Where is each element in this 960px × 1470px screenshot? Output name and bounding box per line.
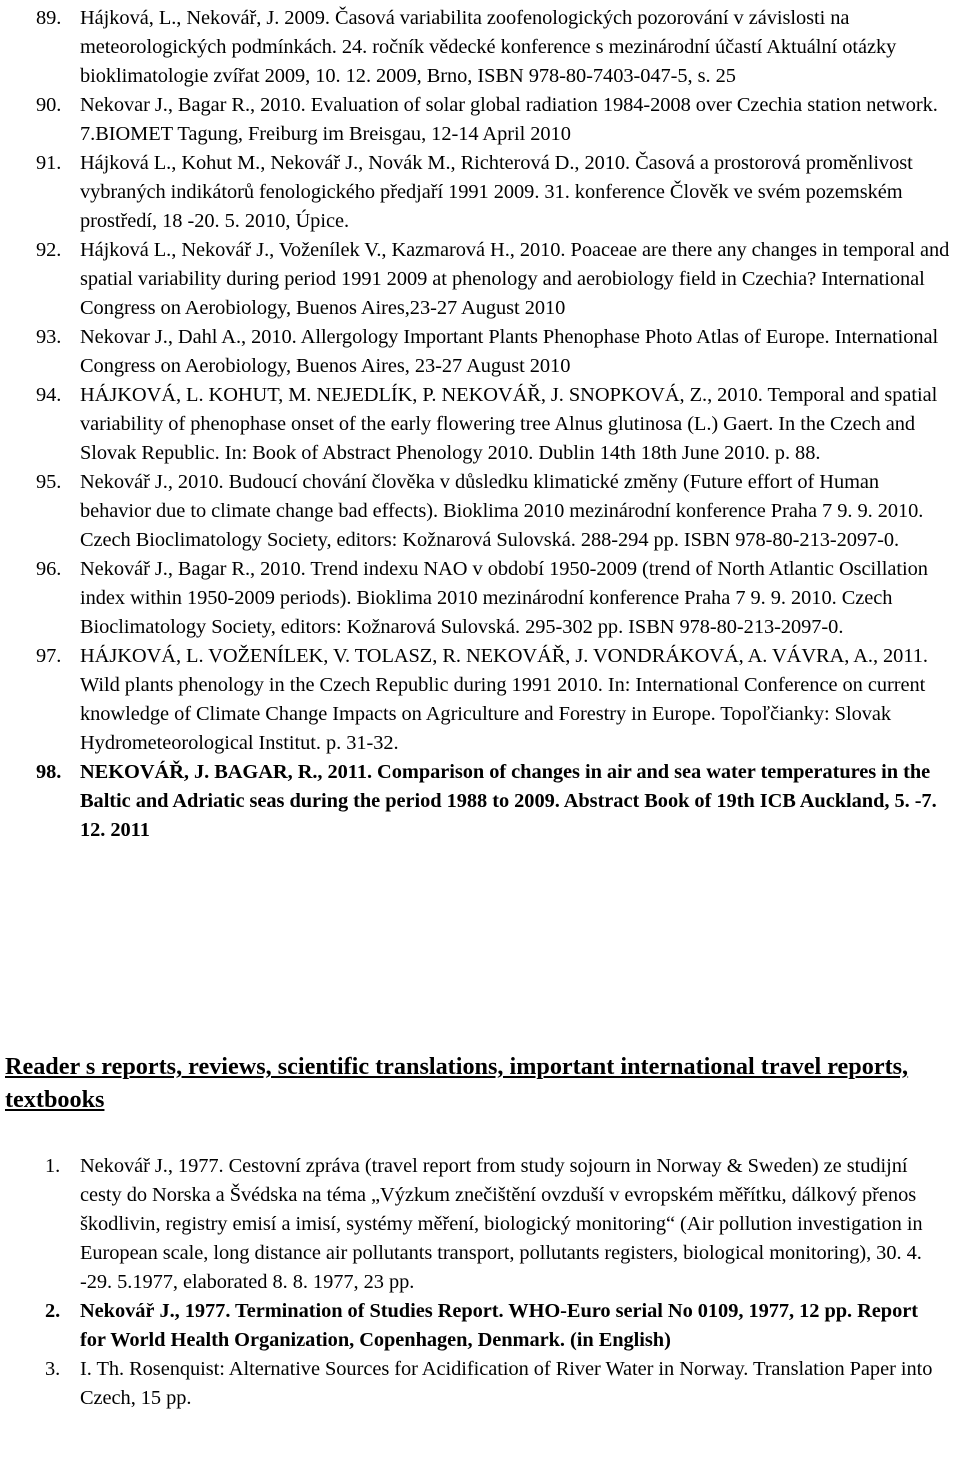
reference-number: 98. [36,761,62,783]
reference-item-95 [36,468,951,555]
report-number: 1. [45,1155,61,1177]
reference-item-92 [36,236,951,323]
reference-number: 95. [36,471,62,493]
reference-text: NEKOVÁŘ, J. BAGAR, R., 2011. Comparison of changes in air and sea water temperatures in the Baltic and Adriatic seas during the period 1988 to 2009. Abstract Book of 19th ICB Auckland, 5. -7. 12. 2011 [80,761,937,841]
section-heading: Reader s reports, reviews, scientific translations, important international travel reports, textbooks [5,1053,909,1113]
reference-text: Nekovar J., Dahl A., 2010. Allergology Important Plants Phenophase Photo Atlas of Europe. International Congress on Aerobiology, Buenos Aires, 23-27 August 2010 [80,326,939,377]
reference-item-90 [36,91,951,149]
reference-item-89 [36,4,951,91]
reference-text: Hájková L., Nekovář J., Voženílek V., Kazmarová H., 2010. Poaceae are there any changes in temporal and spatial variability during period 1991 2009 at phenology and aerobiology field in Czechia? International Congress on Aerobiology, Buenos Aires,23-27 August 2010 [80,239,950,319]
reference-number: 93. [36,326,62,348]
report-text: Nekovář J., 1977. Cestovní zpráva (travel report from study sojourn in Norway & Sweden) ze studijní cesty do Norska a Švédska na téma „Výzkum znečištění ovzduší v evropském měřítku, dálkový přenos škodlivin, registry emisí a imisí, systémy měření, biologický monitoring“ (Air pollution investigation in European scale, long distance air pollutants transport, pollutants registers, biological monitoring), 30. 4. -29. 5.1977, elaborated 8. 8. 1977, 23 pp. [80,1155,923,1293]
reference-number: 92. [36,239,62,261]
reference-text: HÁJKOVÁ, L. KOHUT, M. NEJEDLÍK, P. NEKOVÁŘ, J. SNOPKOVÁ, Z., 2010. Temporal and spatial variability of phenophase onset of the early flowering tree Alnus glutinosa (L.) Gaert. In the Czech and Slovak Republic. In: Book of Abstract Phenology 2010. Dublin 14th 18th June 2010. p. 88. [80,384,938,464]
reference-text: HÁJKOVÁ, L. VOŽENÍLEK, V. TOLASZ, R. NEKOVÁŘ, J. VONDRÁKOVÁ, A. VÁVRA, A., 2011. Wild plants phenology in the Czech Republic during 1991 2010. In: International Conference on current knowledge of Climate Change Impacts on Agriculture and Forestry in Europe. Topoľčianky: Slovak Hydrometeorological Institut. p. 31-32. [80,645,928,754]
report-text: Nekovář J., 1977. Termination of Studies Report. WHO-Euro serial No 0109, 1977, 12 pp. Report for World Health Organization, Copenhagen, Denmark. (in English) [80,1300,918,1351]
reference-item-93 [36,323,951,381]
reports-list [45,1152,945,1413]
reference-number: 97. [36,645,62,667]
reference-number: 94. [36,384,62,406]
reference-text: Nekovář J., Bagar R., 2010. Trend indexu NAO v období 1950-2009 (trend of North Atlantic Oscillation index within 1950-2009 periods). Bioklima 2010 mezinárodní konference Praha 7 9. 9. 2010. Czech Bioclimatology Society, editors: Kožnarová Sulovská. 295-302 pp. ISBN 978-80-213-2097-0. [80,558,928,638]
report-item-1 [45,1152,945,1297]
reference-number: 89. [36,7,62,29]
reference-item-91 [36,149,951,236]
report-number: 3. [45,1358,61,1380]
reference-number: 96. [36,558,62,580]
report-number: 2. [45,1300,61,1322]
reference-item-97 [36,642,951,758]
reference-text: Nekovar J., Bagar R., 2010. Evaluation of solar global radiation 1984-2008 over Czechia station network. 7.BIOMET Tagung, Freiburg im Breisgau, 12-14 April 2010 [80,94,938,145]
reference-text: Nekovář J., 2010. Budoucí chování člověka v důsledku klimatické změny (Future effort of Human behavior due to climate change bad effects). Bioklima 2010 mezinárodní konference Praha 7 9. 9. 2010. Czech Bioclimatology Society, editors: Kožnarová Sulovská. 288-294 pp. ISBN 978-80-213-2097-0. [80,471,924,551]
report-text: I. Th. Rosenquist: Alternative Sources for Acidification of River Water in Norway. Translation Paper into Czech, 15 pp. [80,1358,933,1409]
report-item-3 [45,1355,945,1413]
reference-number: 91. [36,152,62,174]
reference-item-96 [36,555,951,642]
reference-item-94 [36,381,951,468]
publication-list [36,4,951,845]
reference-text: Hájková, L., Nekovář, J. 2009. Časová variabilita zoofenologických pozorování v závislosti na meteorologických podmínkách. 24. ročník vědecké konference s mezinárodní účastí Aktuální otázky bioklimatologie zvířat 2009, 10. 12. 2009, Brno, ISBN 978-80-7403-047-5, s. 25 [80,7,897,87]
reference-item-98 [36,758,951,845]
reference-number: 90. [36,94,62,116]
reference-text: Hájková L., Kohut M., Nekovář J., Novák M., Richterová D., 2010. Časová a prostorová proměnlivost vybraných indikátorů fenologického předjaří 1991 2009. 31. konference Člověk ve svém pozemském prostředí, 18 -20. 5. 2010, Úpice. [80,152,913,232]
report-item-2 [45,1297,945,1355]
